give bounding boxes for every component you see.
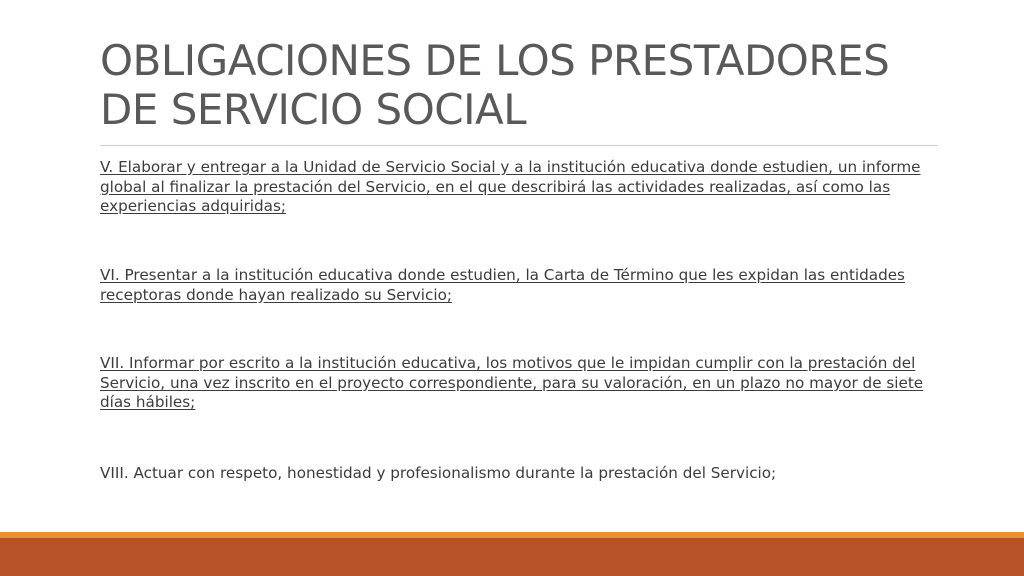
obligation-item-viii: VIII. Actuar con respeto, honestidad y profesionalismo durante la prestación del Servicio; (100, 464, 777, 482)
footer-accent-bar-thick (0, 538, 1024, 576)
title-divider (100, 145, 938, 146)
obligation-item-vi: VI. Presentar a la institución educativa donde estudien, la Carta de Término que les expidan las entidades receptoras donde hayan realizado su Servicio; (100, 266, 905, 304)
obligation-item-v: V. Elaborar y entregar a la Unidad de Servicio Social y a la institución educativa donde estudien, un informe global al finalizar la prestación del Servicio, en el que describirá las actividades realizadas, así como las experiencias adquiridas; (100, 158, 921, 215)
slide-title: OBLIGACIONES DE LOS PRESTADORES DE SERVICIO SOCIAL (100, 36, 890, 134)
obligation-item-vii: VII. Informar por escrito a la institución educativa, los motivos que le impidan cumplir con la prestación del Servicio, una vez inscrito en el proyecto correspondiente, para su valoración, en un plazo no mayor de siete días hábiles; (100, 354, 924, 411)
